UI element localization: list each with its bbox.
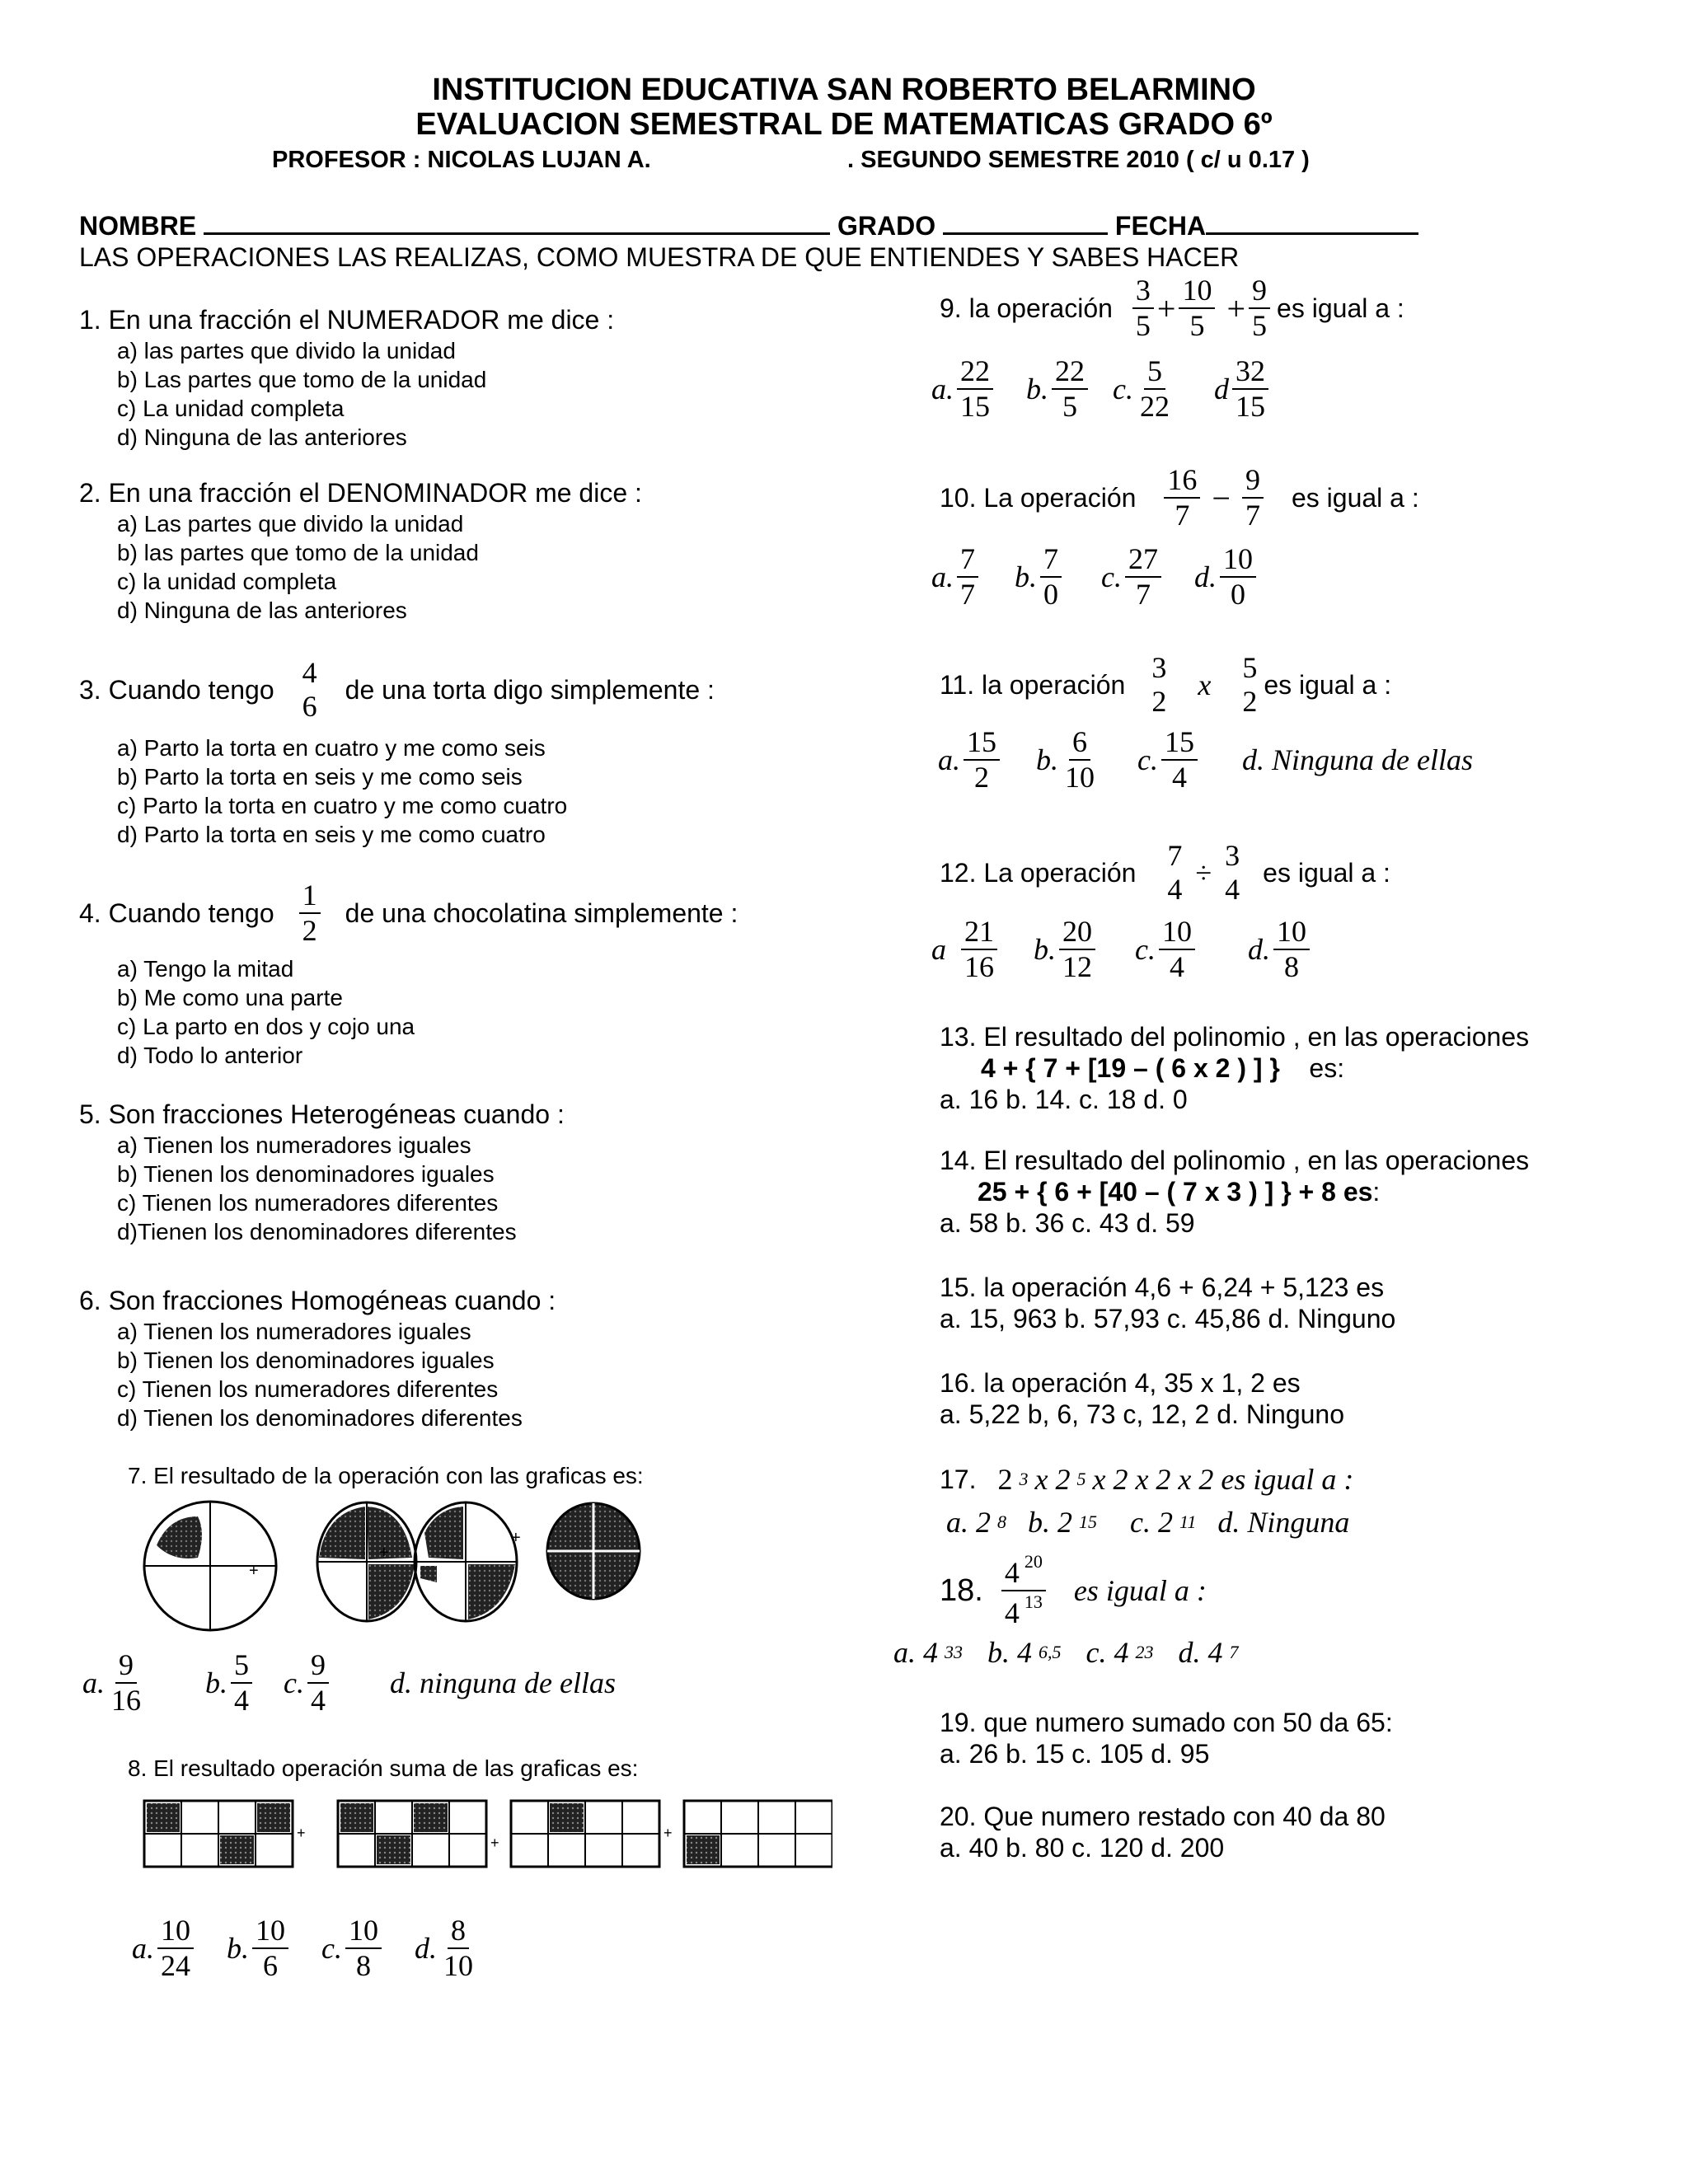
question-15: 15. la operación 4,6 + 6,24 + 5,123 es [940, 1272, 1385, 1302]
q12-op: ÷ [1195, 856, 1212, 890]
question-3 [79, 656, 715, 724]
question-11 [940, 651, 1391, 719]
q11-option-d[interactable]: d. Ninguna de ellas [1241, 743, 1473, 777]
q17-number: 17. [940, 1464, 977, 1494]
q3-option-d[interactable]: d) Parto la torta en seis y me como cuatro [117, 822, 546, 847]
q10-option-a-label[interactable]: a. [931, 560, 954, 594]
q9-op-1: + [1156, 289, 1176, 327]
q9-option-d-label[interactable]: d [1213, 373, 1229, 406]
q6-option-b[interactable]: b) Tienen los denominadores iguales [117, 1347, 495, 1373]
q9-pre: 9. la operación [940, 293, 1113, 323]
q18-options [893, 1635, 1238, 1670]
q3-fraction: 4 6 [302, 656, 317, 724]
q9-option-a-label[interactable]: a. [931, 373, 954, 406]
q17-option-c-exp: 11 [1179, 1511, 1197, 1532]
q7-option-c-label[interactable]: c. [284, 1666, 304, 1700]
q2-option-c[interactable]: c) la unidad completa [117, 569, 337, 594]
q9-option-b-label[interactable]: b. [1026, 373, 1048, 406]
q10-post: es igual a : [1291, 482, 1419, 513]
q12-option-c-label[interactable]: c. [1135, 933, 1156, 967]
question-4 [79, 879, 738, 949]
q7-plus-3: + [511, 1529, 521, 1547]
q17-option-a[interactable]: a. 2 [946, 1506, 991, 1539]
question-14: 14. El resultado del polinomio , en las operaciones [940, 1146, 1530, 1175]
q18-option-b[interactable]: b. 4 [987, 1636, 1032, 1669]
question-13: 13. El resultado del polinomio , en las operaciones [940, 1022, 1530, 1052]
q8-option-d-label[interactable]: d. [414, 1932, 437, 1966]
q9-op-2: + [1226, 289, 1246, 327]
q9-post: es igual a : [1277, 293, 1404, 323]
q7-circle-2 [317, 1502, 416, 1621]
q12-option-c-fraction[interactable]: $\frac{10}{4}$ [1159, 915, 1195, 985]
q4-option-c[interactable]: c) La parto en dos y cojo una [117, 1014, 415, 1039]
q5-option-c[interactable]: c) Tienen los numeradores diferentes [117, 1190, 499, 1216]
q17-exp-1: 3 [1019, 1469, 1029, 1489]
q10-option-a-fraction[interactable]: $\frac{7}{7}$ [957, 542, 978, 612]
q3-post: de una torta digo simplemente : [345, 674, 715, 705]
question-1: 1. En una fracción el NUMERADOR me dice : [79, 305, 615, 335]
q7-option-a-fraction[interactable]: $\frac{9}{16}$ [111, 1648, 141, 1718]
q9-option-d-fraction[interactable]: $\frac{32}{15}$ [1232, 354, 1268, 424]
q11-option-c-label[interactable]: c. [1137, 743, 1158, 777]
q17-option-c[interactable]: c. 2 [1130, 1506, 1173, 1539]
q17-option-b-exp: 15 [1079, 1511, 1097, 1532]
q4-option-a[interactable]: a) Tengo la mitad [117, 956, 294, 982]
q5-option-d[interactable]: d)Tienen los denominadores diferentes [117, 1219, 517, 1244]
question-18 [940, 1551, 1207, 1631]
exam-title: EVALUACION SEMESTRAL DE MATEMATICAS GRADO 6º [415, 107, 1273, 142]
q3-option-c[interactable]: c) Parto la torta en cuatro y me como cuatro [117, 793, 568, 818]
q7-option-d[interactable]: d. ninguna de ellas [389, 1666, 616, 1700]
q10-fraction-1: $\frac{16}{7}$ [1164, 463, 1200, 533]
q8-grid-3 [511, 1801, 659, 1867]
q17-option-a-exp: 8 [997, 1511, 1006, 1532]
q10-option-b-label[interactable]: b. [1015, 560, 1037, 594]
school-title: INSTITUCION EDUCATIVA SAN ROBERTO BELARMINO [432, 73, 1256, 107]
q12-fraction-2: 3 4 [1225, 839, 1240, 907]
q7-option-b-fraction[interactable]: $\frac{5}{4}$ [231, 1648, 252, 1718]
q8-option-b-fraction[interactable]: $\frac{10}{6}$ [252, 1914, 288, 1984]
q18-number: 18. [940, 1572, 983, 1608]
q4-post: de una chocolatina simplemente : [345, 898, 738, 928]
q18-option-c[interactable]: c. 4 [1085, 1636, 1129, 1669]
q7-plus-1: + [249, 1562, 259, 1580]
q8-option-c-label[interactable]: c. [321, 1932, 342, 1966]
q19-options[interactable]: a. 26 b. 15 c. 105 d. 95 [940, 1739, 1210, 1769]
question-17 [940, 1462, 1353, 1497]
q1-option-b[interactable]: b) Las partes que tomo de la unidad [117, 367, 487, 392]
q13-expression: 4 + { 7 + [19 – ( 6 x 2 ) ] } es: [981, 1053, 1345, 1083]
question-8: 8. El resultado operación suma de las graficas es: [128, 1755, 639, 1781]
name-label: NOMBRE [79, 211, 197, 241]
question-2: 2. En una fracción el DENOMINADOR me dice : [79, 478, 642, 508]
q7-plus-2: + [379, 1544, 389, 1562]
q11-post: es igual a : [1264, 669, 1392, 700]
q17-option-b[interactable]: b. 2 [1028, 1506, 1072, 1539]
q6-option-c[interactable]: c) Tienen los numeradores diferentes [117, 1376, 499, 1402]
q7-option-a-label[interactable]: a. [82, 1666, 105, 1700]
q18-option-d[interactable]: d. 4 [1178, 1636, 1223, 1669]
instructions: LAS OPERACIONES LAS REALIZAS, COMO MUESTRA DE QUE ENTIENDES Y SABES HACER [79, 242, 1240, 272]
q8-option-a-fraction[interactable]: $\frac{10}{24}$ [157, 1914, 194, 1984]
q1-option-d[interactable]: d) Ninguna de las anteriores [117, 424, 407, 450]
question-19: 19. que numero sumado con 50 da 65: [940, 1708, 1393, 1737]
question-9 [940, 274, 1404, 344]
semester-line: . SEGUNDO SEMESTRE 2010 ( c/ u 0.17 ) [847, 147, 1310, 173]
q8-plus-1: + [297, 1825, 306, 1841]
q9-option-c-label[interactable]: c. [1113, 373, 1133, 406]
q17-times: x 2 [1034, 1463, 1071, 1496]
q18-post: es igual a : [1073, 1574, 1207, 1608]
q17-rest: x 2 x 2 x 2 es igual a : [1092, 1463, 1354, 1496]
q15-options[interactable]: a. 15, 963 b. 57,93 c. 45,86 d. Ninguno [940, 1304, 1396, 1333]
q10-pre: 10. La operación [940, 482, 1137, 513]
q4-option-d[interactable]: d) Todo lo anterior [117, 1043, 303, 1068]
q10-fraction-2: $\frac{9}{7}$ [1242, 463, 1264, 533]
q11-pre: 11. la operación [940, 669, 1126, 700]
q9-fraction-1: $\frac{3}{5}$ [1132, 274, 1154, 344]
question-20: 20. Que numero restado con 40 da 80 [940, 1802, 1386, 1831]
q10-option-d-fraction[interactable]: $\frac{10}{0}$ [1220, 542, 1256, 612]
q11-option-a-fraction[interactable]: $\frac{15}{2}$ [964, 725, 1000, 795]
q8-grid-4 [684, 1801, 832, 1867]
q1-option-a[interactable]: a) las partes que divido la unidad [117, 338, 456, 363]
q2-option-b[interactable]: b) las partes que tomo de la unidad [117, 540, 479, 565]
q14-options[interactable]: a. 58 b. 36 c. 43 d. 59 [940, 1208, 1195, 1238]
q3-option-a[interactable]: a) Parto la torta en cuatro y me como seis [117, 735, 546, 761]
q6-option-a[interactable]: a) Tienen los numeradores iguales [117, 1319, 471, 1344]
question-5: 5. Son fracciones Heterogéneas cuando : [79, 1099, 565, 1129]
q8-grid-1 [144, 1801, 293, 1867]
q11-option-b-label[interactable]: b. [1036, 743, 1058, 777]
q13-options[interactable]: a. 16 b. 14. c. 18 d. 0 [940, 1085, 1188, 1114]
q12-option-d-label[interactable]: d. [1247, 933, 1270, 967]
q9-options [931, 354, 1272, 424]
q10-option-c-label[interactable]: c. [1101, 560, 1122, 594]
q12-options [931, 915, 1313, 985]
q12-option-b-fraction[interactable]: $\frac{20}{12}$ [1059, 915, 1095, 985]
q2-option-d[interactable]: d) Ninguna de las anteriores [117, 598, 407, 623]
q5-option-b[interactable]: b) Tienen los denominadores iguales [117, 1161, 495, 1187]
question-6: 6. Son fracciones Homogéneas cuando : [79, 1286, 556, 1315]
q10-op: − [1212, 479, 1231, 517]
q12-option-a-label[interactable]: a [931, 933, 946, 967]
q8-plus-2: + [490, 1835, 499, 1851]
question-12 [940, 839, 1390, 907]
q12-pre: 12. La operación [940, 857, 1137, 888]
q7-option-b-label[interactable]: b. [205, 1666, 227, 1700]
q7-circle-3 [415, 1502, 517, 1621]
q4-fraction: $\frac{1}{2}$ [299, 879, 321, 949]
q2-option-a[interactable]: a) Las partes que divido la unidad [117, 511, 464, 537]
q18-option-d-exp: 7 [1229, 1642, 1239, 1662]
q8-plus-3: + [663, 1825, 673, 1841]
q12-option-a-fraction[interactable]: $\frac{21}{16}$ [961, 915, 997, 985]
q9-option-b-fraction[interactable]: $\frac{22}{5}$ [1052, 354, 1088, 424]
q7-options [82, 1648, 616, 1718]
q12-fraction-1: 7 4 [1167, 839, 1183, 907]
q11-fraction-2: 5 2 [1242, 651, 1258, 719]
q14-expression: 25 + { 6 + [40 – ( 7 x 3 ) ] } + 8 es: [978, 1177, 1381, 1207]
q20-options[interactable]: a. 40 b. 80 c. 120 d. 200 [940, 1833, 1225, 1863]
q11-fraction-1: 3 2 [1151, 651, 1167, 719]
q11-options [938, 725, 1473, 795]
q8-option-a-label[interactable]: a. [132, 1932, 154, 1966]
q11-option-b-fraction[interactable]: $\frac{6}{10}$ [1065, 725, 1095, 794]
question-16: 16. la operación 4, 35 x 1, 2 es [940, 1368, 1301, 1398]
q18-option-c-exp: 23 [1135, 1642, 1154, 1662]
teacher-line: PROFESOR : NICOLAS LUJAN A. [272, 147, 651, 173]
q10-option-b-fraction[interactable]: $\frac{7}{0}$ [1040, 542, 1062, 612]
q11-option-a-label[interactable]: a. [938, 743, 960, 777]
q7-circle-graphics [140, 1500, 659, 1632]
question-7: 7. El resultado de la operación con las graficas es: [128, 1463, 644, 1488]
q3-option-b[interactable]: b) Parto la torta en seis y me como seis [117, 764, 523, 790]
q4-pre: 4. Cuando tengo [79, 898, 274, 928]
q5-option-a[interactable]: a) Tienen los numeradores iguales [117, 1132, 471, 1158]
q3-pre: 3. Cuando tengo [79, 674, 274, 705]
q11-option-c-fraction[interactable]: $\frac{15}{4}$ [1161, 725, 1198, 795]
grade-label: GRADO [837, 211, 936, 241]
q8-grid-graphics [140, 1797, 832, 1887]
q12-option-b-label[interactable]: b. [1034, 933, 1056, 967]
date-label: FECHA [1114, 211, 1207, 241]
grade-field[interactable] [943, 209, 1108, 235]
q6-option-d[interactable]: d) Tienen los denominadores diferentes [117, 1405, 523, 1431]
q18-fraction: $\frac{4 ^{20}}{4 ^{13}}$ [1001, 1551, 1046, 1631]
question-10 [940, 463, 1419, 533]
q17-exp-2: 5 [1076, 1469, 1086, 1489]
q9-option-c-fraction[interactable]: $\frac{5}{22}$ [1139, 354, 1170, 424]
q10-option-c-fraction[interactable]: $\frac{27}{7}$ [1125, 542, 1161, 612]
q9-fraction-3: $\frac{9}{5}$ [1249, 274, 1270, 344]
q11-op: x [1198, 668, 1212, 702]
q8-option-d-fraction[interactable]: $\frac{8}{10}$ [443, 1914, 473, 1983]
q12-option-d-fraction[interactable]: $\frac{10}{8}$ [1273, 915, 1310, 985]
q9-fraction-2: $\frac{10}{5}$ [1179, 274, 1215, 344]
q8-options [132, 1914, 480, 1984]
q8-option-c-fraction[interactable]: $\frac{10}{8}$ [345, 1914, 382, 1984]
q10-option-d-label[interactable]: d. [1193, 560, 1217, 594]
q17-option-d[interactable]: d. Ninguna [1217, 1506, 1350, 1539]
q18-option-a-exp: 33 [945, 1642, 963, 1662]
date-field[interactable] [1206, 209, 1418, 235]
q8-option-b-label[interactable]: b. [227, 1932, 249, 1966]
q17-base: 2 [997, 1463, 1013, 1496]
q17-options [946, 1505, 1349, 1540]
q16-options[interactable]: a. 5,22 b, 6, 73 c, 12, 2 d. Ninguno [940, 1399, 1345, 1429]
q7-option-c-fraction[interactable]: $\frac{9}{4}$ [307, 1648, 329, 1718]
q7-circle-4 [547, 1503, 640, 1599]
q10-options [931, 542, 1259, 612]
q1-option-c[interactable]: c) La unidad completa [117, 396, 345, 421]
student-info-row [79, 209, 1418, 241]
name-field[interactable] [204, 209, 830, 235]
q9-option-a-fraction[interactable]: $\frac{22}{15}$ [957, 354, 993, 424]
q8-grid-2 [338, 1801, 486, 1867]
q18-option-b-exp: 6,5 [1039, 1642, 1062, 1662]
q4-option-b[interactable]: b) Me como una parte [117, 985, 343, 1010]
q12-post: es igual a : [1263, 857, 1390, 888]
q18-option-a[interactable]: a. 4 [893, 1636, 938, 1669]
